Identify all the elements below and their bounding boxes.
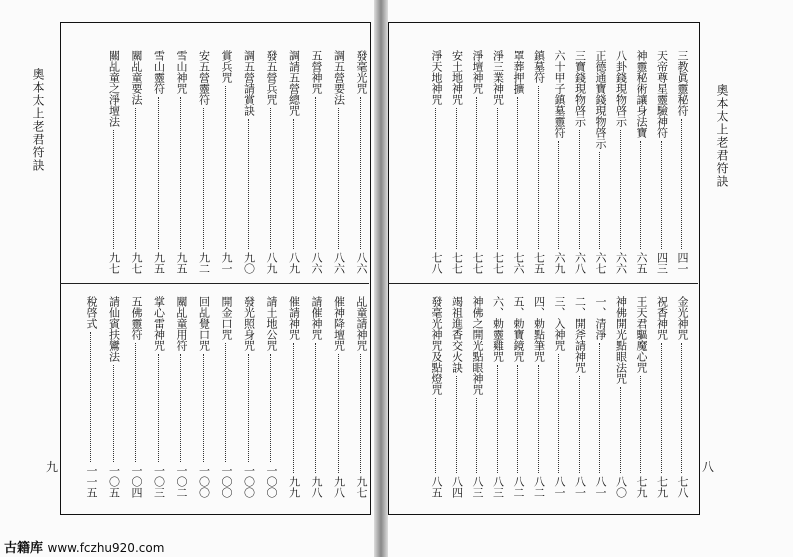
toc-dot-leader (135, 343, 136, 462)
toc-entry-page-number: 一〇〇 (220, 465, 233, 498)
toc-entry-page-number: 七七 (491, 252, 505, 274)
toc-entry-title: 正德通寶錢現物啓示 (594, 50, 607, 149)
toc-entry-title: 神佛之開光點眼神咒 (471, 296, 484, 395)
toc-entry-title: 王天君驅魔心咒 (635, 296, 648, 373)
toc-entry-title: 雪山靈符 (152, 50, 166, 94)
toc-entry-page-number: 七六 (512, 252, 525, 274)
toc-entry-title: 開金口咒 (220, 296, 233, 340)
toc-entry-page-number: 六五 (635, 252, 648, 274)
toc-entry-title: 請仙賓扶鸞法 (107, 296, 121, 362)
toc-dot-leader (538, 365, 539, 473)
toc-entry-title: 調請五營總咒 (287, 50, 301, 116)
right-divider (388, 283, 698, 284)
toc-dot-leader (517, 97, 518, 249)
toc-dot-leader (620, 387, 621, 473)
toc-entry-page-number: 七九 (655, 476, 669, 498)
toc-entry-page-number: 八三 (471, 476, 484, 498)
toc-entry-title: 雪山神咒 (175, 50, 188, 94)
toc-entry-page-number: 六六 (614, 252, 628, 274)
toc-dot-leader (681, 119, 682, 249)
toc-entry-title: 賞兵咒 (220, 50, 233, 83)
toc-entry-title: 發光照身咒 (242, 296, 256, 351)
toc-entry-title: 五營神咒 (310, 50, 323, 94)
toc-dot-leader (497, 365, 498, 473)
toc-dot-leader (270, 354, 271, 462)
toc-dot-leader (113, 365, 114, 462)
toc-entry-title: 發毫光咒 (355, 50, 368, 94)
toc-entry-page-number: 一〇二 (175, 465, 188, 498)
toc-dot-leader (435, 108, 436, 249)
toc-entry-page-number: 八四 (450, 476, 464, 498)
toc-dot-leader (456, 108, 457, 249)
toc-entry-title: 發五營兵咒 (265, 50, 278, 105)
toc-dot-leader (497, 108, 498, 249)
toc-entry-page-number: 九五 (175, 252, 188, 274)
toc-entry-page-number: 八六 (355, 252, 368, 274)
toc-dot-leader (360, 97, 361, 249)
watermark (4, 537, 164, 556)
toc-entry-page-number: 八一 (594, 476, 607, 498)
toc-entry-title: 三、入神咒 (553, 296, 566, 351)
toc-dot-leader (599, 343, 600, 473)
toc-dot-leader (225, 343, 226, 462)
toc-entry-page-number: 九九 (287, 476, 301, 498)
toc-dot-leader (293, 119, 294, 249)
toc-entry-page-number: 一〇〇 (242, 465, 256, 498)
watermark-url: www.fczhu920.com (47, 541, 165, 555)
toc-dot-leader (640, 376, 641, 473)
toc-entry-title: 掌心雷神咒 (152, 296, 166, 351)
toc-dot-leader (90, 332, 91, 462)
toc-entry-title: 祝香神咒 (655, 296, 669, 340)
toc-dot-leader (158, 354, 159, 462)
toc-entry-title: 六、勅靈雞咒 (491, 296, 505, 362)
toc-entry-title: 金光神咒 (676, 296, 689, 340)
toc-entry-page-number: 七九 (635, 476, 648, 498)
toc-entry-title: 五佛靈符 (130, 296, 143, 340)
toc-entry-page-number: 七七 (471, 252, 484, 274)
toc-entry-page-number: 七八 (676, 476, 689, 498)
toc-entry-title: 催請神咒 (287, 296, 301, 340)
toc-dot-leader (456, 376, 457, 473)
toc-entry-page-number: 八九 (265, 252, 278, 274)
toc-entry-title: 安五營靈符 (197, 50, 211, 105)
toc-dot-leader (579, 130, 580, 249)
toc-entry-title: 天帝尊星靈驗神符 (655, 50, 669, 138)
book-spine (374, 0, 388, 557)
toc-dot-leader (558, 141, 559, 249)
toc-entry-page-number: 一〇三 (152, 465, 166, 498)
toc-entry-title: 發毫光神咒及點燈咒 (430, 296, 443, 395)
toc-entry-title: 調五營要法 (332, 50, 346, 105)
toc-dot-leader (681, 343, 682, 473)
toc-entry-title: 二、開斧請神咒 (573, 296, 587, 373)
toc-dot-leader (315, 97, 316, 249)
toc-entry-page-number: 九七 (107, 252, 121, 274)
toc-dot-leader (517, 365, 518, 473)
toc-entry-title: 神佛開光點眼法咒 (614, 296, 628, 384)
toc-entry-title: 乩童請神咒 (355, 296, 368, 351)
toc-entry-title: 一、清淨 (594, 296, 607, 340)
toc-dot-leader (476, 97, 477, 249)
toc-dot-leader (338, 354, 339, 473)
toc-entry-title: 調五營請賞訣 (242, 50, 256, 116)
toc-entry-page-number: 四一 (676, 252, 689, 274)
toc-entry-page-number: 一〇〇 (265, 465, 278, 498)
toc-entry-page-number: 六八 (573, 252, 587, 274)
toc-dot-leader (640, 141, 641, 249)
toc-entry-page-number: 七五 (532, 252, 546, 274)
toc-dot-leader (113, 130, 114, 249)
toc-entry-page-number: 九一 (220, 252, 233, 274)
toc-entry-page-number: 八五 (430, 476, 443, 498)
watermark-site: 古籍库 (4, 541, 44, 556)
page-number-right: 八 (702, 460, 715, 474)
toc-entry-title: 三教眞靈秘符 (676, 50, 689, 116)
toc-entry-page-number: 八二 (512, 476, 525, 498)
toc-entry-page-number: 一〇五 (107, 465, 121, 498)
toc-dot-leader (135, 108, 136, 249)
toc-entry-title: 回乩覺口咒 (197, 296, 211, 351)
toc-entry-title: 關乩童要法 (130, 50, 143, 105)
toc-dot-leader (248, 119, 249, 249)
toc-entry-title: 關乩童之淨壇法 (107, 50, 121, 127)
toc-entry-title: 竭祖進香交火訣 (450, 296, 464, 373)
toc-dot-leader (558, 354, 559, 473)
toc-entry-title: 八卦錢現物啓示 (614, 50, 628, 127)
toc-entry-page-number: 八九 (287, 252, 301, 274)
toc-entry-page-number: 一〇〇 (197, 465, 211, 498)
toc-dot-leader (293, 343, 294, 473)
toc-entry-page-number: 八六 (310, 252, 323, 274)
toc-entry-title: 鎮墓符 (532, 50, 546, 83)
toc-dot-leader (599, 152, 600, 249)
toc-entry-title: 安土地神咒 (450, 50, 464, 105)
toc-dot-leader (476, 398, 477, 473)
toc-dot-leader (661, 141, 662, 249)
toc-dot-leader (158, 97, 159, 249)
page-number-left: 九 (46, 460, 59, 474)
toc-dot-leader (338, 108, 339, 249)
toc-dot-leader (315, 343, 316, 473)
toc-entry-title: 淨天地神咒 (430, 50, 443, 105)
toc-entry-title: 請催神咒 (310, 296, 323, 340)
toc-entry-page-number: 八〇 (614, 476, 628, 498)
toc-entry-page-number: 八一 (573, 476, 587, 498)
toc-entry-page-number: 九五 (152, 252, 166, 274)
toc-entry-title: 淨壇神咒 (471, 50, 484, 94)
toc-dot-leader (248, 354, 249, 462)
toc-dot-leader (661, 343, 662, 473)
toc-dot-leader (203, 354, 204, 462)
toc-entry-page-number: 六九 (553, 252, 566, 274)
toc-entry-page-number: 九二 (197, 252, 211, 274)
toc-dot-leader (180, 354, 181, 462)
toc-entry-title: 催神降壇咒 (332, 296, 346, 351)
toc-entry-page-number: 九八 (332, 476, 346, 498)
toc-entry-title: 三寶錢現物啓示 (573, 50, 587, 127)
toc-entry-title: 四、勅點筆咒 (532, 296, 546, 362)
toc-entry-title: 罩葬押擴 (512, 50, 525, 94)
toc-dot-leader (225, 86, 226, 249)
toc-entry-title: 五、勅寶鏡咒 (512, 296, 525, 362)
toc-entry-page-number: 一一五 (85, 465, 98, 498)
toc-dot-leader (538, 86, 539, 249)
toc-entry-page-number: 九〇 (242, 252, 256, 274)
toc-entry-page-number: 七七 (450, 252, 464, 274)
toc-entry-page-number: 九七 (355, 476, 368, 498)
toc-dot-leader (620, 130, 621, 249)
running-header-left: 奧本太上老君符訣 (31, 68, 45, 172)
toc-entry-title: 稅啓式 (85, 296, 98, 329)
toc-dot-leader (270, 108, 271, 249)
toc-dot-leader (203, 108, 204, 249)
toc-entry-page-number: 八二 (532, 476, 546, 498)
toc-dot-leader (435, 398, 436, 473)
toc-dot-leader (180, 97, 181, 249)
toc-entry-page-number: 九七 (130, 252, 143, 274)
toc-entry-page-number: 一〇四 (130, 465, 143, 498)
toc-entry-page-number: 九八 (310, 476, 323, 498)
toc-entry-page-number: 六七 (594, 252, 607, 274)
toc-entry-title: 六十甲子鎮墓靈符 (553, 50, 566, 138)
running-header-right: 奧本太上老君符訣 (715, 84, 729, 188)
toc-entry-page-number: 八一 (553, 476, 566, 498)
toc-dot-leader (360, 354, 361, 473)
toc-entry-title: 淨三業神咒 (491, 50, 505, 105)
left-divider (60, 283, 369, 284)
toc-entry-title: 神靈秘術讓身法寶 (635, 50, 648, 138)
toc-entry-page-number: 八六 (332, 252, 346, 274)
toc-entry-page-number: 七八 (430, 252, 443, 274)
toc-entry-title: 關乩童用符 (175, 296, 188, 351)
toc-dot-leader (579, 376, 580, 473)
toc-entry-title: 請土地公咒 (265, 296, 278, 351)
toc-entry-page-number: 八三 (491, 476, 505, 498)
toc-entry-page-number: 四三 (655, 252, 669, 274)
